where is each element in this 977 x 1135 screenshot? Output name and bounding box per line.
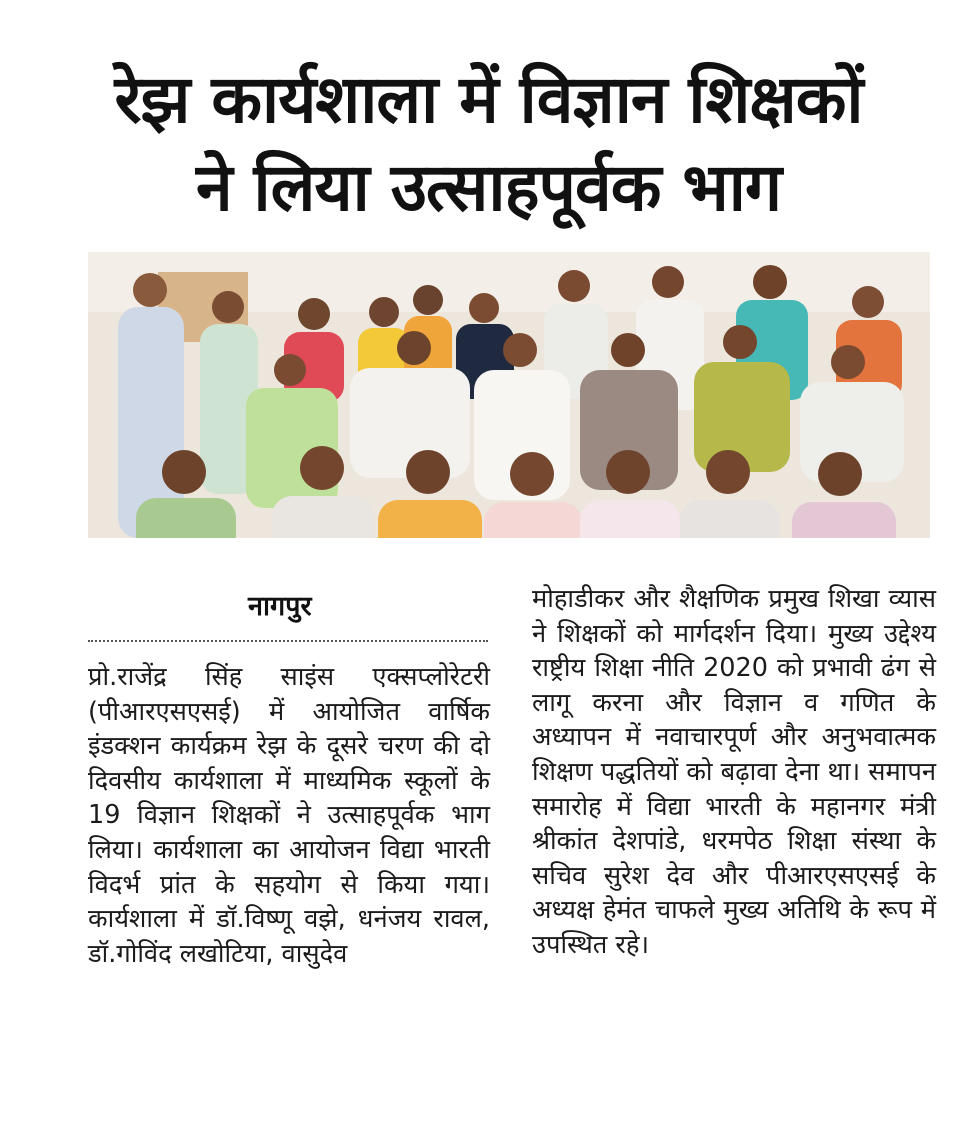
article-paragraph-right: मोहाडीकर और शैक्षणिक प्रमुख शिखा व्यास ने शिक्षकों को मार्गदर्शन दिया। मुख्य उद्देश्य राष्ट्रीय शिक्षा नीति 2020 को प्रभावी ढंग से लागू करना और विज्ञान व गणित के अध्यापन में नवाचारपूर्ण और अनुभवात्मक शिक्षण पद्धतियों को बढ़ावा देना था। समापन समारोह में विद्या भारती के महानगर मंत्री श्रीकांत देशपांडे, धरमपेठ शिक्षा संस्था के सचिव सुरेश देव और पीआरएसएसई के अध्यक्ष हेमंत चाफले मुख्य अतिथि के रूप में उपस्थित रहे। (532, 584, 936, 960)
group-photo (88, 252, 930, 538)
headline-line-2: ने लिया उत्साहपूर्वक भाग (195, 149, 782, 226)
headline-line-1: रेझ कार्यशाला में विज्ञान शिक्षकों (114, 61, 863, 138)
article-column-right (532, 582, 936, 963)
dotted-divider (88, 640, 488, 642)
dateline: नागपुर (248, 591, 312, 622)
article-column-left (88, 660, 490, 971)
article-paragraph-left: प्रो.राजेंद्र सिंह साइंस एक्सप्लोरेटरी (पीआरएसएसई) में आयोजित वार्षिक इंडक्शन कार्यक्रम रेझ के दूसरे चरण की दो दिवसीय कार्यशाला में माध्यमिक स्कूलों के 19 विज्ञान शिक्षकों ने उत्साहपूर्वक भाग लिया। कार्यशाला का आयोजन विद्या भारती विदर्भ प्रांत के सहयोग से किया गया। कार्यशाला में डॉ.विष्णू वझे, धनंजय रावल, डॉ.गोविंद लखोटिया, वासुदेव (88, 662, 490, 969)
